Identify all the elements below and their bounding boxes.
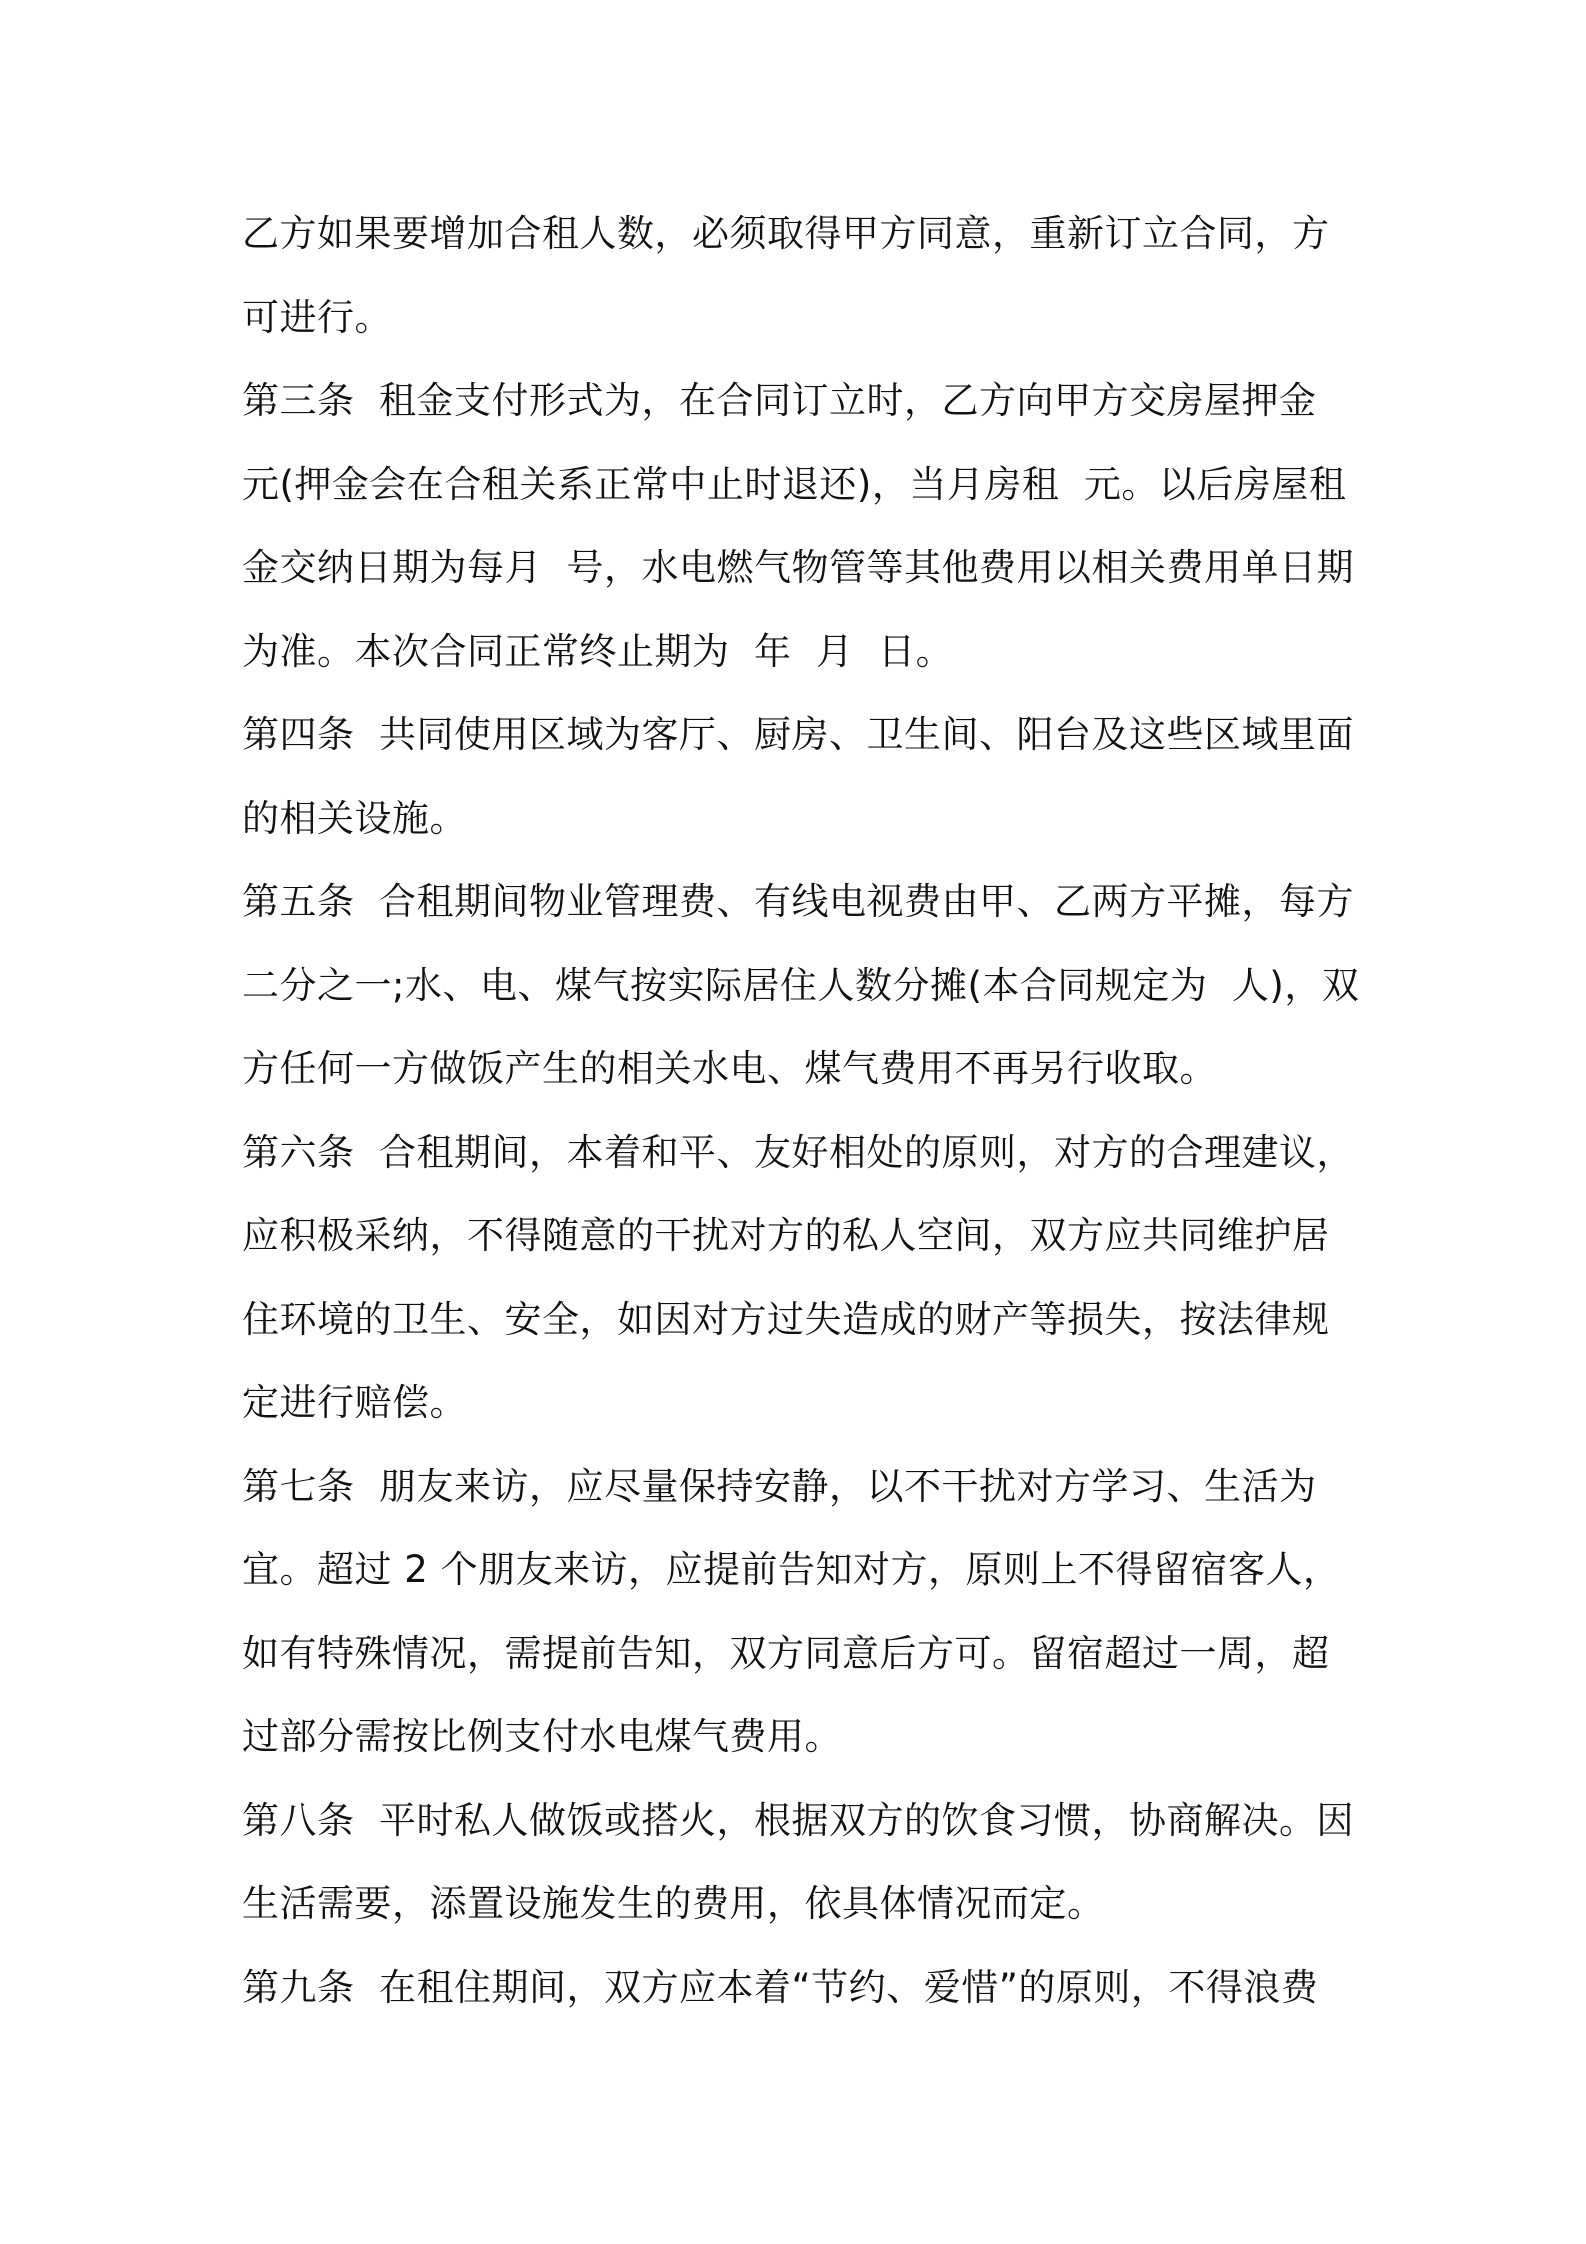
article-5: 第五条 合租期间物业管理费、有线电视费由甲、乙两方平摊，每方二分之一;水、电、煤气按实际居住人数分摊(本合同规定为 人)，双方任何一方做饭产生的相关水电、煤气费用不再另行收取。 xyxy=(242,880,1360,1090)
article-9: 第九条 在租住期间，双方应本着“节约、爱惜”的原则，不得浪费 xyxy=(242,1965,1319,2009)
article-7: 第七条 朋友来访，应尽量保持安静，以不干扰对方学习、生活为宜。超过 2 个朋友来访，应提前告知对方，原则上不得留宿客人，如有特殊情况，需提前告知，双方同意后方可。留宿超过一周，超过部分需按比例支付水电煤气费用。 xyxy=(242,1464,1341,1758)
article-8: 第八条 平时私人做饭或搭火，根据双方的饮食习惯，协商解决。因生活需要，添置设施发生的费用，依具体情况而定。 xyxy=(242,1798,1355,1925)
document-body xyxy=(242,192,1362,2029)
article-6: 第六条 合租期间，本着和平、友好相处的原则，对方的合理建议，应积极采纳，不得随意的干扰对方的私人空间，双方应共同维护居住环境的卫生、安全，如因对方过失造成的财产等损失，按法律规定进行赔偿。 xyxy=(242,1130,1355,1424)
paragraph-continuation: 乙方如果要增加合租人数，必须取得甲方同意，重新订立合同，方可进行。 xyxy=(242,212,1330,339)
article-4: 第四条 共同使用区域为客厅、厨房、卫生间、阳台及这些区域里面的相关设施。 xyxy=(242,713,1355,840)
article-3: 第三条 租金支付形式为，在合同订立时，乙方向甲方交房屋押金 元(押金会在合租关系正常中止时退还)，当月房租 元。以后房屋租金交纳日期为每月 号，水电燃气物管等其他费用以相关费用单日期为准。本次合同正常终止期为 年 月 日。 xyxy=(242,379,1355,673)
